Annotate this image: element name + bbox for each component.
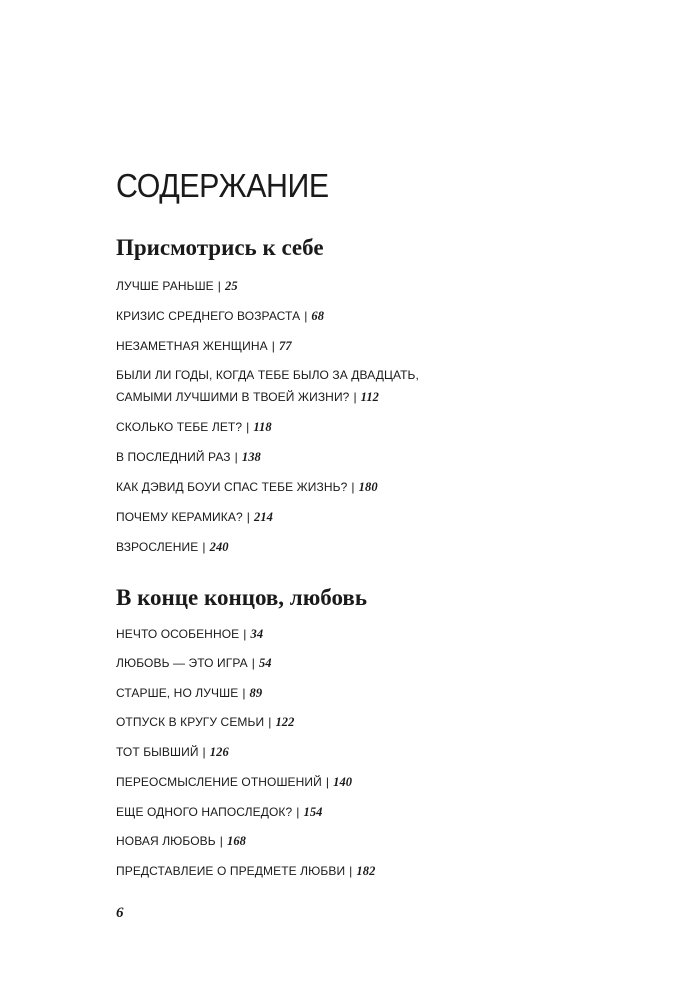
separator: | [304,309,308,323]
toc-entry[interactable] [116,771,352,793]
separator: | [246,420,250,434]
toc-entry[interactable] [116,506,273,528]
toc-entry-title: НОВАЯ ЛЮБОВЬ [116,834,216,848]
toc-entry-title: КРИЗИС СРЕДНЕГО ВОЗРАСТА [116,309,301,323]
folio-page-number: 6 [116,905,124,921]
toc-page-number: 140 [333,775,353,789]
toc-page-number: 112 [360,390,380,404]
separator: | [234,450,238,464]
toc-page-number: 138 [241,450,261,464]
toc-page-number: 77 [278,339,292,353]
toc-entry[interactable] [116,860,375,882]
separator: | [219,834,223,848]
toc-entry[interactable] [116,711,295,733]
toc-entry-title: СКОЛЬКО ТЕБЕ ЛЕТ? [116,420,243,434]
separator: | [242,686,246,700]
toc-entry[interactable] [116,536,229,558]
toc-page-number: 34 [250,627,264,641]
toc-page-number: 180 [358,480,378,494]
section-heading-look-at-yourself: Присмотрись к себе [116,235,324,260]
toc-page-number: 182 [356,864,376,878]
toc-page-number: 118 [253,420,272,434]
toc-entry[interactable] [116,305,324,327]
toc-page-number: 214 [253,510,274,524]
toc-entry-title: НЕЗАМЕТНАЯ ЖЕНЩИНА [116,339,268,353]
toc-entry-title-line-2: САМЫМИ ЛУЧШИМИ В ТВОЕЙ ЖИЗНИ? [116,390,350,404]
toc-entry[interactable] [116,801,323,823]
separator: | [217,279,221,293]
separator: | [246,510,250,524]
toc-entry-title: НЕЧТО ОСОБЕННОЕ [116,627,240,641]
toc-entry-title: ПОЧЕМУ КЕРАМИКА? [116,510,243,524]
separator: | [271,339,275,353]
toc-entry[interactable] [116,652,272,674]
toc-entry[interactable] [116,830,246,852]
toc-entry[interactable] [116,335,292,357]
separator: | [351,480,355,494]
separator: | [296,805,300,819]
toc-page-number: 89 [249,686,263,700]
separator: | [202,745,206,759]
toc-entry[interactable] [116,416,272,438]
toc-page-number: 168 [226,834,247,848]
toc-page-number: 154 [303,805,323,819]
toc-entry[interactable] [116,682,262,704]
toc-page-number: 126 [209,745,229,759]
toc-entry[interactable] [116,446,261,468]
toc-entry[interactable] [116,623,263,645]
toc-entry-title: КАК ДЭВИД БОУИ СПАС ТЕБЕ ЖИЗНЬ? [116,480,348,494]
toc-entry[interactable] [116,275,238,297]
separator: | [325,775,330,789]
toc-entry-title: ЛУЧШЕ РАНЬШЕ [116,279,214,293]
toc-entry-title: В ПОСЛЕДНИЙ РАЗ [116,450,231,464]
toc-entry-title-line-1: БЫЛИ ЛИ ГОДЫ, КОГДА ТЕБЕ БЫЛО ЗА ДВАДЦАТЬ, [116,368,419,382]
separator: | [268,715,272,729]
page-title: СОДЕРЖАНИЕ [116,167,329,204]
toc-entry-title: ВЗРОСЛЕНИЕ [116,540,199,554]
toc-entry-title: СТАРШЕ, НО ЛУЧШЕ [116,686,239,700]
toc-entry-title: ТОТ БЫВШИЙ [116,745,199,759]
toc-entry-title: ПРЕДСТАВЛЕИЕ О ПРЕДМЕТЕ ЛЮБВИ [116,864,346,878]
separator: | [349,864,353,878]
toc-entry-title: ЕЩЕ ОДНОГО НАПОСЛЕДОК? [116,805,293,819]
toc-page-number: 54 [258,656,272,670]
toc-entry[interactable] [116,741,229,763]
toc-page-number: 25 [225,279,238,293]
separator: | [353,390,357,404]
section-heading-love-after-all: В конце концов, любовь [116,585,367,610]
toc-page-number: 68 [311,309,325,323]
separator: | [243,627,247,641]
separator: | [202,540,206,554]
toc-entry-title: ОТПУСК В КРУГУ СЕМЬИ [116,715,265,729]
toc-entry-title: ПЕРЕОСМЫСЛЕНИЕ ОТНОШЕНИЙ [116,775,322,789]
toc-entry-multiline[interactable] [116,364,419,408]
toc-entry-title-line-2-wrap [116,386,419,408]
toc-page-number: 122 [275,715,295,729]
toc-entry[interactable] [116,476,378,498]
separator: | [251,656,255,670]
toc-entry-title: ЛЮБОВЬ — ЭТО ИГРА [116,656,248,670]
toc-page-number: 240 [209,540,229,554]
